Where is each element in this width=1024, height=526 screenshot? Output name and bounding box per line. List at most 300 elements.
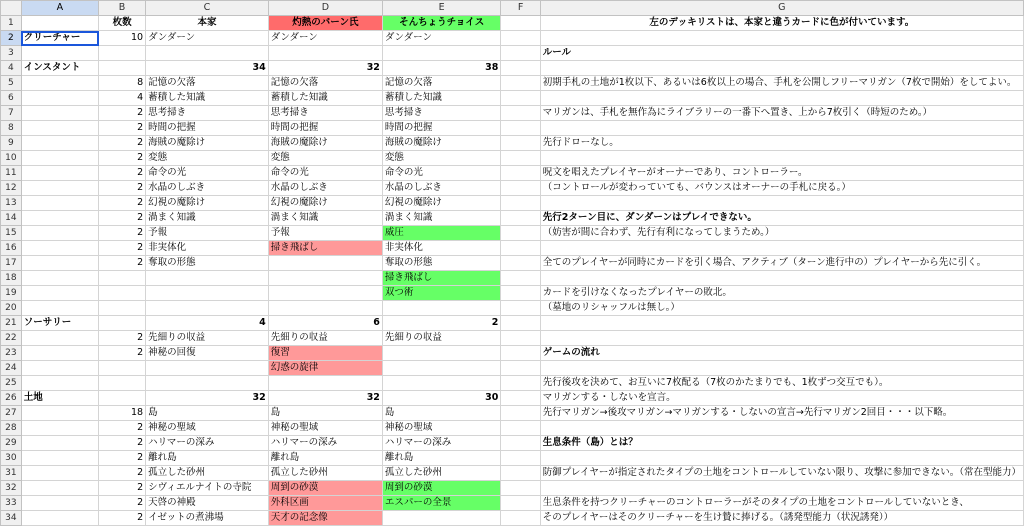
cell-c[interactable]: 孤立した砂州 (146, 466, 269, 481)
cell-f[interactable] (501, 256, 540, 271)
cell-g[interactable]: 先行後攻を決めて、お互いに7枚配る（7枚のかたまりでも、1枚ずつ交互でも）。 (540, 376, 1023, 391)
sheet-row (1, 496, 1024, 511)
cell-a[interactable] (21, 121, 98, 136)
cell-c[interactable]: 蓄積した知識 (146, 91, 269, 106)
cell-g[interactable] (540, 481, 1023, 496)
column-header-b[interactable]: B (99, 1, 146, 16)
sheet-row (1, 436, 1024, 451)
cell-c[interactable]: イゼットの煮沸場 (146, 511, 269, 526)
cell-d[interactable]: 灼熱のバーン氏 (268, 16, 382, 31)
cell-a[interactable] (21, 421, 98, 436)
cell-g[interactable]: ルール (540, 46, 1023, 61)
sheet-row (1, 151, 1024, 166)
cell-c[interactable]: 4 (146, 316, 269, 331)
cell-a[interactable] (21, 46, 98, 61)
cell-d[interactable]: ハリマーの深み (268, 436, 382, 451)
sheet-row (1, 16, 1024, 31)
cell-c[interactable]: 予報 (146, 226, 269, 241)
cell-g[interactable]: 先行マリガン→後攻マリガン→マリガンする・しないの宣言→先行マリガン2回目・・・以下略。 (540, 406, 1023, 421)
row-header[interactable]: 9 (1, 136, 22, 151)
sheet-row (1, 316, 1024, 331)
cell-a[interactable]: クリーチャー (21, 31, 98, 46)
cell-e[interactable]: 掃き飛ばし (382, 271, 500, 286)
row-header[interactable]: 19 (1, 286, 22, 301)
cell-f[interactable] (501, 76, 540, 91)
cell-b[interactable]: 枚数 (99, 16, 146, 31)
cell-e[interactable]: 神秘の聖域 (382, 421, 500, 436)
cell-e[interactable]: 孤立した砂州 (382, 466, 500, 481)
sheet-row (1, 91, 1024, 106)
cell-f[interactable] (501, 136, 540, 151)
cell-e[interactable]: 記憶の欠落 (382, 76, 500, 91)
cell-b[interactable]: 2 (99, 451, 146, 466)
cell-d[interactable]: 周到の砂漠 (268, 481, 382, 496)
sheet-row (1, 271, 1024, 286)
cell-b[interactable]: 2 (99, 481, 146, 496)
cell-b[interactable] (99, 61, 146, 76)
sheet-row (1, 361, 1024, 376)
cell-e[interactable]: 離れ島 (382, 451, 500, 466)
cell-d[interactable]: 復習 (268, 346, 382, 361)
cell-g[interactable]: マリガンする・しないを宣言。 (540, 391, 1023, 406)
cell-c[interactable] (146, 46, 269, 61)
cell-c[interactable]: 天啓の神殿 (146, 496, 269, 511)
cell-b[interactable]: 2 (99, 421, 146, 436)
cell-e[interactable] (382, 301, 500, 316)
cell-d[interactable]: 時間の把握 (268, 121, 382, 136)
cell-g[interactable] (540, 121, 1023, 136)
cell-b[interactable]: 2 (99, 151, 146, 166)
sheet-row (1, 481, 1024, 496)
row-header[interactable]: 21 (1, 316, 22, 331)
cell-a[interactable] (21, 16, 98, 31)
cell-g[interactable]: ゲームの流れ (540, 346, 1023, 361)
cell-f[interactable] (501, 241, 540, 256)
cell-c[interactable]: 奪取の形態 (146, 256, 269, 271)
cell-f[interactable] (501, 466, 540, 481)
sheet-row (1, 181, 1024, 196)
row-header[interactable]: 29 (1, 436, 22, 451)
cell-a[interactable]: 土地 (21, 391, 98, 406)
cell-b[interactable] (99, 316, 146, 331)
cell-c[interactable]: 命令の光 (146, 166, 269, 181)
cell-g[interactable] (540, 271, 1023, 286)
cell-c[interactable]: 島 (146, 406, 269, 421)
cell-c[interactable]: 渦まく知識 (146, 211, 269, 226)
cell-a[interactable] (21, 271, 98, 286)
cell-g[interactable]: 呪文を唱えたプレイヤーがオーナーであり、コントローラー。 (540, 166, 1023, 181)
cell-b[interactable]: 8 (99, 76, 146, 91)
cell-b[interactable] (99, 361, 146, 376)
cell-f[interactable] (501, 331, 540, 346)
cell-g[interactable] (540, 196, 1023, 211)
cell-e[interactable]: ダンダーン (382, 31, 500, 46)
sheet-row (1, 466, 1024, 481)
cell-d[interactable] (268, 286, 382, 301)
cell-d[interactable]: 先細りの収益 (268, 331, 382, 346)
cell-a[interactable] (21, 256, 98, 271)
cell-g[interactable] (540, 91, 1023, 106)
cell-d[interactable] (268, 271, 382, 286)
row-header[interactable]: 32 (1, 481, 22, 496)
cell-a[interactable] (21, 136, 98, 151)
cell-e[interactable]: 命令の光 (382, 166, 500, 181)
cell-b[interactable]: 2 (99, 331, 146, 346)
row-header[interactable]: 34 (1, 511, 22, 526)
corner-select-all[interactable] (1, 1, 22, 16)
cell-f[interactable] (501, 301, 540, 316)
cell-c[interactable]: 幻視の魔除け (146, 196, 269, 211)
column-header-f[interactable]: F (501, 1, 540, 16)
cell-e[interactable]: そんちょうチョイス (382, 16, 500, 31)
cell-g[interactable] (540, 241, 1023, 256)
cell-e[interactable]: 水晶のしぶき (382, 181, 500, 196)
cell-f[interactable] (501, 361, 540, 376)
cell-g[interactable] (540, 421, 1023, 436)
cell-c[interactable]: 本家 (146, 16, 269, 31)
cell-e[interactable] (382, 346, 500, 361)
row-header[interactable]: 7 (1, 106, 22, 121)
row-header[interactable]: 15 (1, 226, 22, 241)
cell-b[interactable]: 18 (99, 406, 146, 421)
cell-c[interactable]: 離れ島 (146, 451, 269, 466)
sheet-row (1, 286, 1024, 301)
cell-d[interactable]: 記憶の欠落 (268, 76, 382, 91)
cell-c[interactable]: 先細りの収益 (146, 331, 269, 346)
cell-f[interactable] (501, 271, 540, 286)
sheet-row (1, 226, 1024, 241)
cell-a[interactable] (21, 91, 98, 106)
cell-d[interactable]: 32 (268, 61, 382, 76)
cell-g[interactable]: 防御プレイヤーが指定されたタイプの土地をコントロールしていない限り、攻撃に参加できない。（常在型能力） (540, 466, 1023, 481)
row-header[interactable]: 27 (1, 406, 22, 421)
cell-a[interactable] (21, 451, 98, 466)
row-header[interactable]: 16 (1, 241, 22, 256)
cell-e[interactable]: 渦まく知識 (382, 211, 500, 226)
cell-f[interactable] (501, 196, 540, 211)
cell-c[interactable] (146, 271, 269, 286)
row-header[interactable]: 24 (1, 361, 22, 376)
cell-f[interactable] (501, 436, 540, 451)
cell-b[interactable]: 2 (99, 466, 146, 481)
cell-g[interactable]: 生息条件（島）とは？ (540, 436, 1023, 451)
row-header[interactable]: 18 (1, 271, 22, 286)
cell-a[interactable] (21, 376, 98, 391)
cell-a[interactable] (21, 331, 98, 346)
cell-d[interactable] (268, 46, 382, 61)
cell-f[interactable] (501, 151, 540, 166)
cell-b[interactable]: 4 (99, 91, 146, 106)
row-header[interactable]: 17 (1, 256, 22, 271)
column-header-d[interactable]: D (268, 1, 382, 16)
cell-d[interactable]: 天才の記念像 (268, 511, 382, 526)
cell-c[interactable]: 海賊の魔除け (146, 136, 269, 151)
cell-d[interactable]: 島 (268, 406, 382, 421)
cell-b[interactable]: 2 (99, 496, 146, 511)
cell-d[interactable]: 幻視の魔除け (268, 196, 382, 211)
cell-f[interactable] (501, 406, 540, 421)
row-header[interactable]: 10 (1, 151, 22, 166)
sheet-row (1, 241, 1024, 256)
sheet-row (1, 301, 1024, 316)
sheet-row (1, 196, 1024, 211)
cell-g[interactable] (540, 316, 1023, 331)
row-header[interactable]: 8 (1, 121, 22, 136)
row-header[interactable]: 4 (1, 61, 22, 76)
cell-e[interactable] (382, 361, 500, 376)
cell-b[interactable]: 2 (99, 346, 146, 361)
cell-e[interactable]: 非実体化 (382, 241, 500, 256)
cell-f[interactable] (501, 31, 540, 46)
row-header[interactable]: 33 (1, 496, 22, 511)
cell-f[interactable] (501, 346, 540, 361)
cell-f[interactable] (501, 211, 540, 226)
cell-a[interactable] (21, 226, 98, 241)
cell-g[interactable] (540, 151, 1023, 166)
sheet-row (1, 511, 1024, 526)
cell-e[interactable]: 双つ術 (382, 286, 500, 301)
row-header[interactable]: 22 (1, 331, 22, 346)
cell-b[interactable]: 2 (99, 211, 146, 226)
cell-b[interactable]: 2 (99, 121, 146, 136)
cell-e[interactable]: 島 (382, 406, 500, 421)
cell-c[interactable]: 神秘の回復 (146, 346, 269, 361)
cell-c[interactable]: 非実体化 (146, 241, 269, 256)
cell-a[interactable]: ソーサリー (21, 316, 98, 331)
cell-c[interactable]: 記憶の欠落 (146, 76, 269, 91)
cell-f[interactable] (501, 376, 540, 391)
cell-a[interactable]: インスタント (21, 61, 98, 76)
cell-a[interactable] (21, 166, 98, 181)
cell-a[interactable] (21, 466, 98, 481)
cell-d[interactable]: 蓄積した知識 (268, 91, 382, 106)
cell-b[interactable]: 2 (99, 136, 146, 151)
cell-e[interactable]: 2 (382, 316, 500, 331)
cell-b[interactable] (99, 286, 146, 301)
cell-f[interactable] (501, 61, 540, 76)
cell-d[interactable]: 掃き飛ばし (268, 241, 382, 256)
row-header[interactable]: 3 (1, 46, 22, 61)
cell-f[interactable] (501, 511, 540, 526)
cell-f[interactable] (501, 181, 540, 196)
cell-f[interactable] (501, 481, 540, 496)
cell-d[interactable]: 神秘の聖域 (268, 421, 382, 436)
cell-a[interactable] (21, 106, 98, 121)
cell-a[interactable] (21, 496, 98, 511)
cell-f[interactable] (501, 496, 540, 511)
row-header[interactable]: 30 (1, 451, 22, 466)
cell-f[interactable] (501, 121, 540, 136)
cell-g[interactable]: カードを引けなくなったプレイヤーの敗北。 (540, 286, 1023, 301)
cell-b[interactable]: 2 (99, 106, 146, 121)
row-header[interactable]: 28 (1, 421, 22, 436)
row-header[interactable]: 31 (1, 466, 22, 481)
cell-b[interactable]: 2 (99, 196, 146, 211)
row-header[interactable]: 11 (1, 166, 22, 181)
cell-g[interactable]: 左のデッキリストは、本家と違うカードに色が付いています。 (540, 16, 1023, 31)
cell-d[interactable]: 命令の光 (268, 166, 382, 181)
cell-f[interactable] (501, 451, 540, 466)
cell-a[interactable] (21, 301, 98, 316)
cell-d[interactable] (268, 256, 382, 271)
cell-g[interactable]: 先行ドローなし。 (540, 136, 1023, 151)
cell-e[interactable]: ハリマーの深み (382, 436, 500, 451)
cell-c[interactable] (146, 301, 269, 316)
sheet-row (1, 136, 1024, 151)
cell-d[interactable]: 幻惑の旋律 (268, 361, 382, 376)
cell-d[interactable]: 海賊の魔除け (268, 136, 382, 151)
cell-f[interactable] (501, 316, 540, 331)
cell-g[interactable]: （墓地のリシャッフルは無し。） (540, 301, 1023, 316)
cell-c[interactable] (146, 286, 269, 301)
row-header[interactable]: 13 (1, 196, 22, 211)
cell-e[interactable]: エスパーの全景 (382, 496, 500, 511)
cell-c[interactable]: 時間の把握 (146, 121, 269, 136)
cell-f[interactable] (501, 46, 540, 61)
column-header-e[interactable]: E (382, 1, 500, 16)
cell-g[interactable]: マリガンは、手札を無作為にライブラリーの一番下へ置き、上から7枚引く（時短のため。） (540, 106, 1023, 121)
cell-a[interactable] (21, 406, 98, 421)
cell-g[interactable] (540, 331, 1023, 346)
cell-f[interactable] (501, 421, 540, 436)
cell-f[interactable] (501, 106, 540, 121)
cell-c[interactable] (146, 361, 269, 376)
cell-d[interactable]: 渦まく知識 (268, 211, 382, 226)
cell-c[interactable]: 水晶のしぶき (146, 181, 269, 196)
column-header-g[interactable]: G (540, 1, 1023, 16)
cell-g[interactable]: 先行2ターン目に、ダンダーンはプレイできない。 (540, 211, 1023, 226)
cell-e[interactable]: 38 (382, 61, 500, 76)
cell-b[interactable]: 2 (99, 181, 146, 196)
cell-c[interactable] (146, 376, 269, 391)
cell-e[interactable]: 威圧 (382, 226, 500, 241)
cell-d[interactable]: 孤立した砂州 (268, 466, 382, 481)
cell-d[interactable]: 予報 (268, 226, 382, 241)
cell-g[interactable]: 生息条件を持つクリーチャーのコントローラーがそのタイプの土地をコントロールしていないとき、 (540, 496, 1023, 511)
cell-d[interactable]: ダンダーン (268, 31, 382, 46)
cell-d[interactable] (268, 376, 382, 391)
cell-a[interactable] (21, 181, 98, 196)
cell-e[interactable]: 周到の砂漠 (382, 481, 500, 496)
cell-a[interactable] (21, 346, 98, 361)
row-header[interactable]: 6 (1, 91, 22, 106)
row-header[interactable]: 2 (1, 31, 22, 46)
cell-a[interactable] (21, 286, 98, 301)
column-header-a[interactable]: A (21, 1, 98, 16)
row-header[interactable]: 14 (1, 211, 22, 226)
cell-c[interactable]: 神秘の聖域 (146, 421, 269, 436)
cell-b[interactable]: 2 (99, 166, 146, 181)
cell-a[interactable] (21, 76, 98, 91)
cell-a[interactable] (21, 511, 98, 526)
sheet-row (1, 256, 1024, 271)
row-header[interactable]: 5 (1, 76, 22, 91)
cell-d[interactable] (268, 301, 382, 316)
cell-g[interactable] (540, 61, 1023, 76)
cell-f[interactable] (501, 16, 540, 31)
cell-f[interactable] (501, 286, 540, 301)
cell-c[interactable]: シヴィエルナイトの寺院 (146, 481, 269, 496)
cell-a[interactable] (21, 361, 98, 376)
cell-c[interactable]: ハリマーの深み (146, 436, 269, 451)
cell-c[interactable]: 変態 (146, 151, 269, 166)
cell-g[interactable]: 初期手札の土地が1枚以下、あるいは6枚以上の場合、手札を公開しフリーマリガン（7枚で開始）をしてよい。 (540, 76, 1023, 91)
row-header[interactable]: 12 (1, 181, 22, 196)
cell-b[interactable] (99, 391, 146, 406)
cell-b[interactable]: 10 (99, 31, 146, 46)
cell-a[interactable] (21, 211, 98, 226)
cell-a[interactable] (21, 151, 98, 166)
row-header[interactable]: 23 (1, 346, 22, 361)
cell-d[interactable]: 離れ島 (268, 451, 382, 466)
cell-e[interactable] (382, 46, 500, 61)
sheet-row (1, 376, 1024, 391)
cell-e[interactable]: 30 (382, 391, 500, 406)
cell-e[interactable]: 奪取の形態 (382, 256, 500, 271)
cell-c[interactable]: ダンダーン (146, 31, 269, 46)
cell-e[interactable] (382, 376, 500, 391)
cell-g[interactable]: （妨害が間に合わず、先行有利になってしまうため。） (540, 226, 1023, 241)
cell-c[interactable]: 34 (146, 61, 269, 76)
cell-e[interactable] (382, 511, 500, 526)
cell-d[interactable]: 32 (268, 391, 382, 406)
cell-d[interactable]: 水晶のしぶき (268, 181, 382, 196)
row-header[interactable]: 25 (1, 376, 22, 391)
cell-d[interactable]: 変態 (268, 151, 382, 166)
cell-b[interactable] (99, 376, 146, 391)
cell-f[interactable] (501, 166, 540, 181)
cell-d[interactable]: 6 (268, 316, 382, 331)
cell-e[interactable]: 思考掃き (382, 106, 500, 121)
cell-d[interactable]: 思考掃き (268, 106, 382, 121)
cell-c[interactable]: 思考掃き (146, 106, 269, 121)
cell-a[interactable] (21, 196, 98, 211)
cell-c[interactable]: 32 (146, 391, 269, 406)
cell-b[interactable]: 2 (99, 511, 146, 526)
cell-g[interactable] (540, 451, 1023, 466)
cell-e[interactable]: 海賊の魔除け (382, 136, 500, 151)
cell-a[interactable] (21, 481, 98, 496)
row-header[interactable]: 20 (1, 301, 22, 316)
cell-f[interactable] (501, 91, 540, 106)
cell-g[interactable]: そのプレイヤーはそのクリーチャーを生け贄に捧げる。（誘発型能力（状況誘発）） (540, 511, 1023, 526)
cell-g[interactable] (540, 31, 1023, 46)
cell-a[interactable] (21, 436, 98, 451)
cell-b[interactable]: 2 (99, 436, 146, 451)
cell-b[interactable]: 2 (99, 241, 146, 256)
cell-b[interactable] (99, 46, 146, 61)
cell-d[interactable]: 外科区画 (268, 496, 382, 511)
cell-e[interactable]: 先細りの収益 (382, 331, 500, 346)
cell-a[interactable] (21, 241, 98, 256)
cell-e[interactable]: 時間の把握 (382, 121, 500, 136)
cell-b[interactable] (99, 271, 146, 286)
cell-b[interactable] (99, 301, 146, 316)
cell-g[interactable]: （コントロールが変わっていても、バウンスはオーナーの手札に戻る。） (540, 181, 1023, 196)
cell-g[interactable]: 全てのプレイヤーが同時にカードを引く場合、アクティブ（ターン進行中の）プレイヤーから先に引く。 (540, 256, 1023, 271)
row-header[interactable]: 26 (1, 391, 22, 406)
cell-e[interactable]: 幻視の魔除け (382, 196, 500, 211)
row-header[interactable]: 1 (1, 16, 22, 31)
cell-f[interactable] (501, 226, 540, 241)
cell-b[interactable]: 2 (99, 226, 146, 241)
cell-e[interactable]: 蓄積した知識 (382, 91, 500, 106)
column-header-c[interactable]: C (146, 1, 269, 16)
cell-g[interactable] (540, 361, 1023, 376)
cell-f[interactable] (501, 391, 540, 406)
cell-b[interactable]: 2 (99, 256, 146, 271)
cell-e[interactable]: 変態 (382, 151, 500, 166)
